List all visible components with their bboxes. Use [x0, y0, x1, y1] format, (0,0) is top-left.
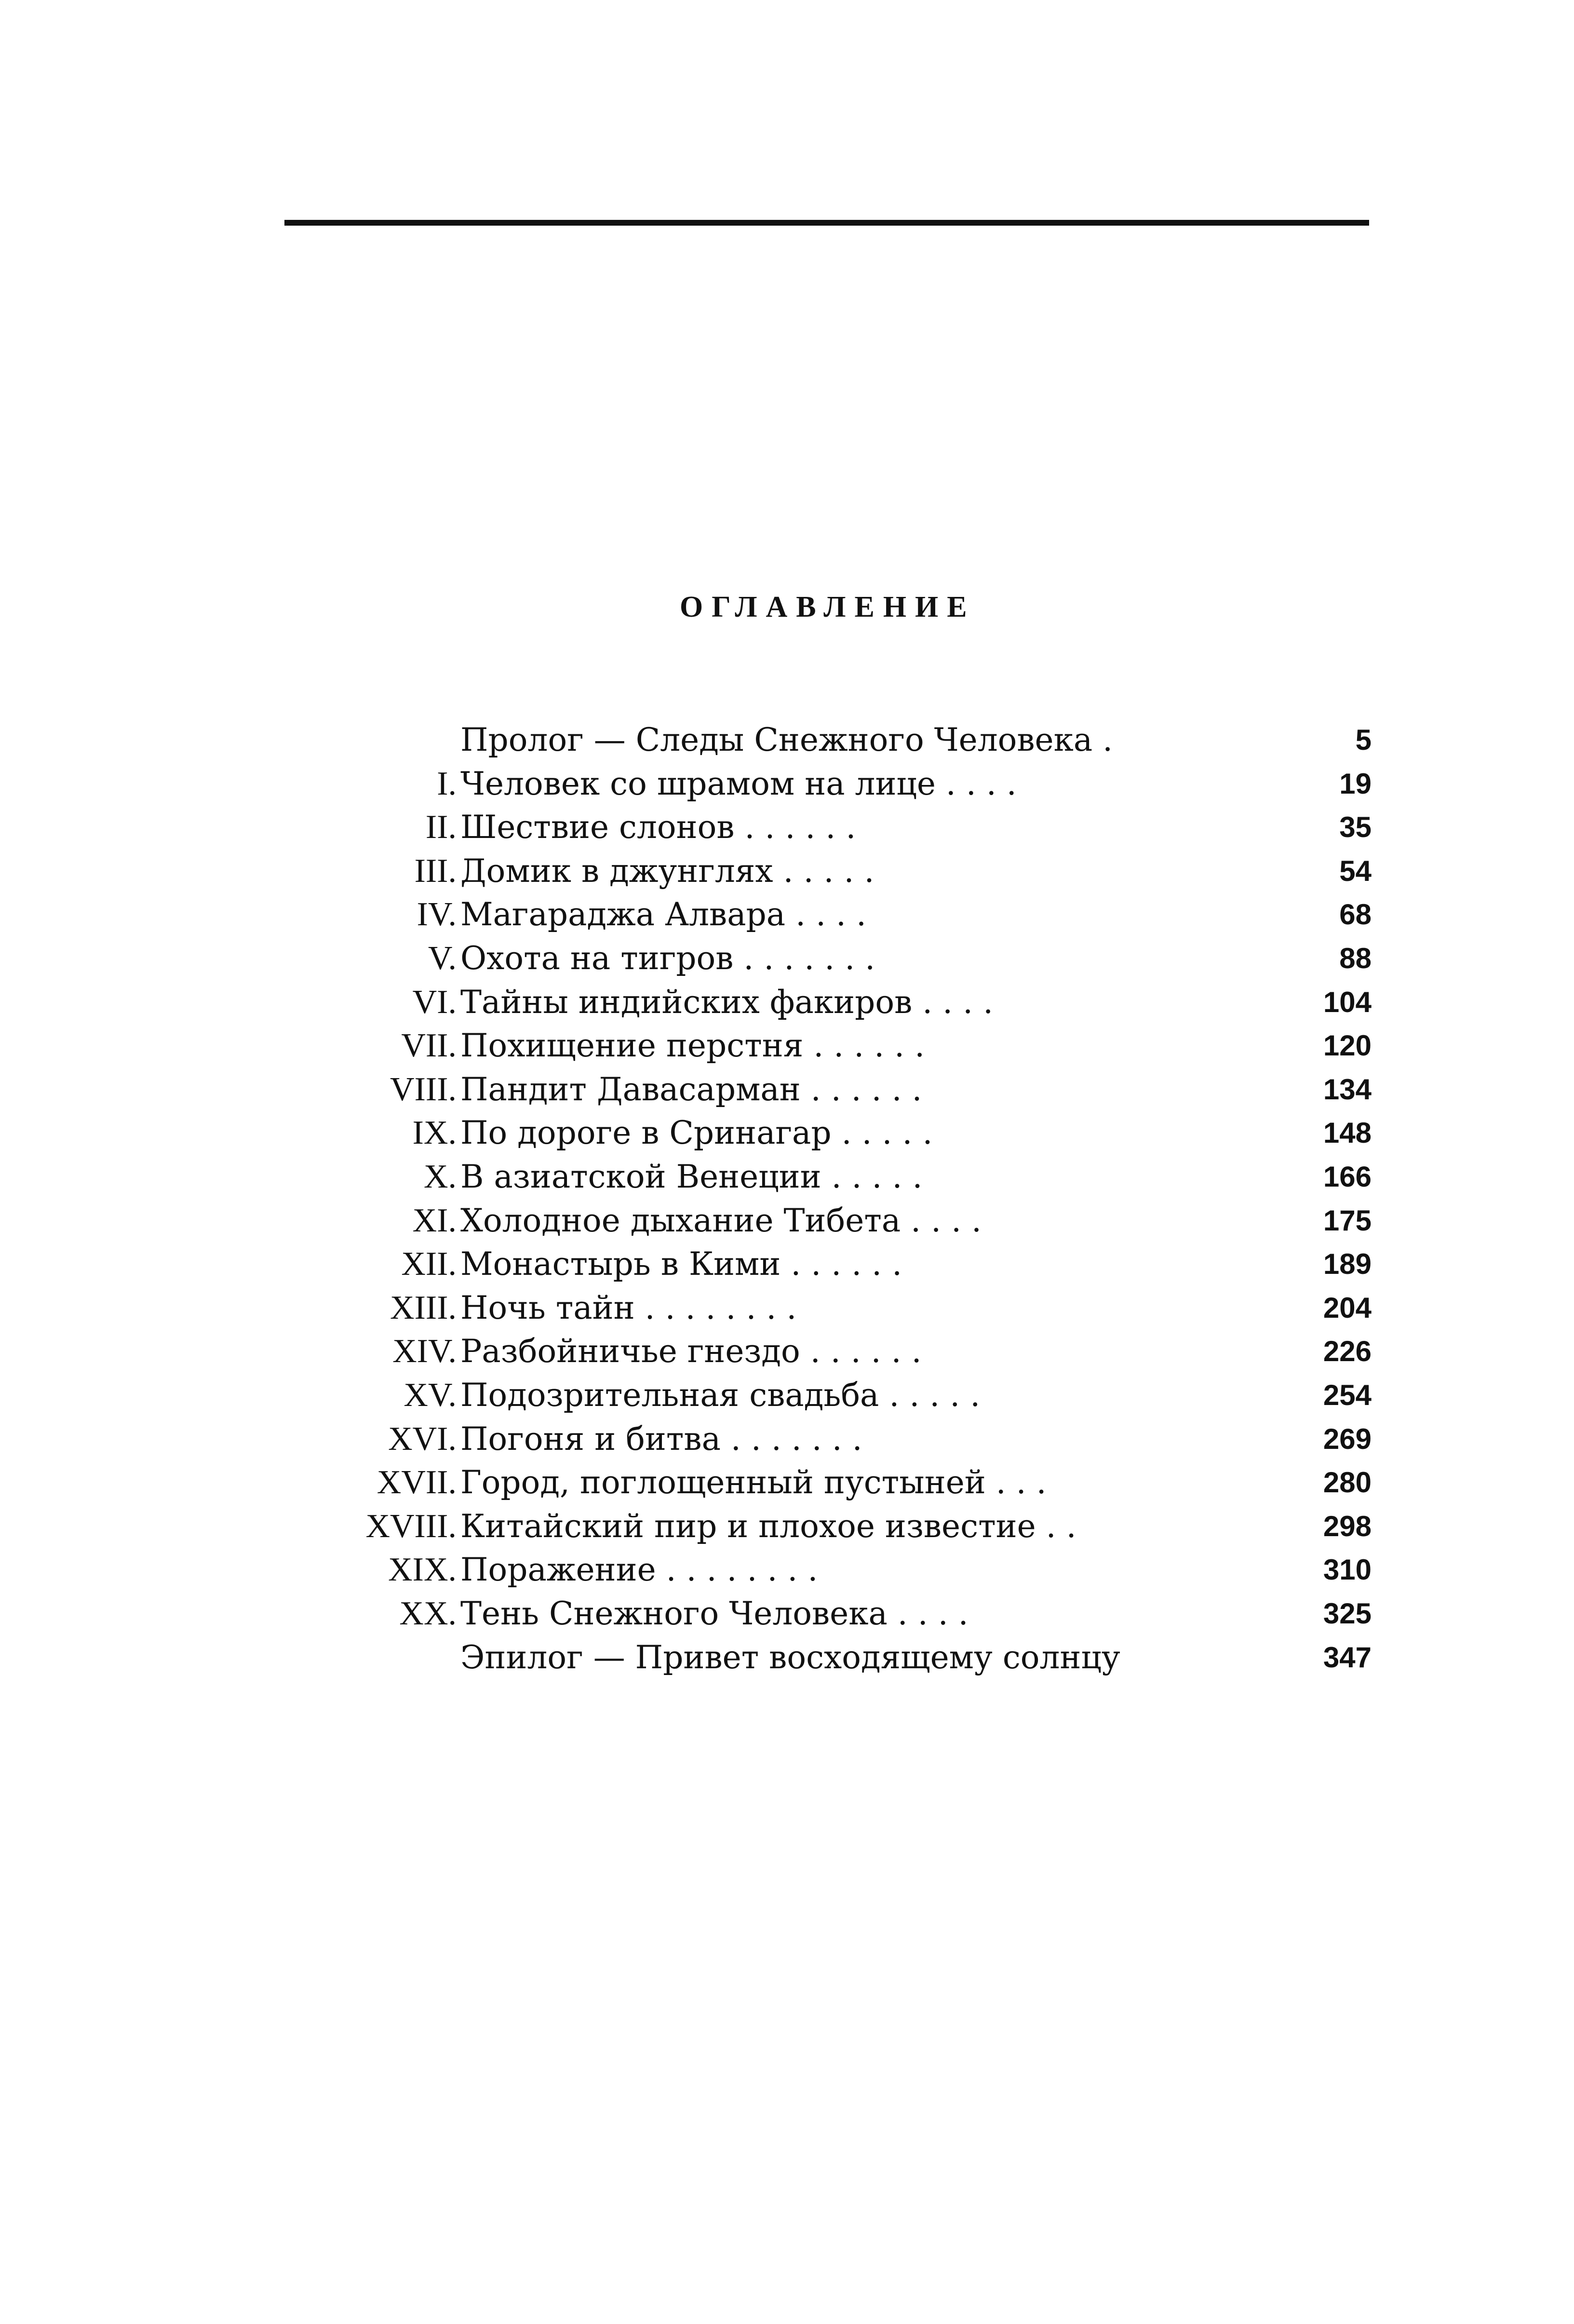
- toc-entry: [0, 893, 1574, 936]
- chapter-title: Человек со шрамом на лице . . . .: [460, 765, 1017, 802]
- chapter-number: XIV.: [392, 1333, 457, 1370]
- page-number: 19: [1339, 768, 1372, 800]
- chapter-number: X.: [423, 1158, 457, 1195]
- toc-entry: [0, 1068, 1574, 1111]
- chapter-number: IX.: [412, 1114, 457, 1151]
- chapter-title: В азиатской Венеции . . . . .: [460, 1158, 923, 1195]
- chapter-number: XIII.: [390, 1289, 457, 1326]
- page-number: 226: [1323, 1335, 1372, 1367]
- toc-entry: [0, 1461, 1574, 1504]
- chapter-title: Город, поглощенный пустыней . . .: [460, 1464, 1047, 1501]
- chapter-title: Тень Снежного Человека . . . .: [460, 1595, 969, 1632]
- chapter-title: Похищение перстня . . . . . .: [460, 1027, 925, 1064]
- chapter-title: Погоня и битва . . . . . . .: [460, 1420, 862, 1458]
- chapter-number: XIX.: [388, 1551, 457, 1588]
- chapter-number: V.: [428, 940, 457, 977]
- toc-entry: [0, 1636, 1574, 1679]
- chapter-title: Шествие слонов . . . . . .: [460, 809, 856, 846]
- toc-entry: [0, 1155, 1574, 1199]
- chapter-number: IV.: [417, 896, 457, 933]
- page-number: 280: [1323, 1466, 1372, 1499]
- chapter-number: XV.: [404, 1377, 457, 1414]
- chapter-title: По дороге в Сринагар . . . . .: [460, 1114, 933, 1151]
- page-number: 310: [1323, 1554, 1372, 1586]
- toc-entry: [0, 1111, 1574, 1155]
- toc-entry: [0, 1374, 1574, 1417]
- toc-entry: [0, 937, 1574, 980]
- chapter-number: VI.: [412, 984, 457, 1021]
- page-number: 104: [1323, 986, 1372, 1018]
- page-number: 254: [1323, 1379, 1372, 1411]
- chapter-number: XI.: [412, 1202, 457, 1239]
- chapter-number: XVII.: [377, 1464, 457, 1501]
- toc-entry: [0, 1592, 1574, 1635]
- page-number: 204: [1323, 1292, 1372, 1324]
- chapter-title: Китайский пир и плохое известие . .: [460, 1508, 1076, 1545]
- toc-entry: [0, 1024, 1574, 1067]
- chapter-title: Магараджа Алвара . . . .: [460, 896, 866, 933]
- page-number: 54: [1339, 855, 1372, 887]
- toc-entry: [0, 718, 1574, 762]
- page-number: 175: [1323, 1204, 1372, 1237]
- chapter-number: XVIII.: [365, 1508, 457, 1545]
- toc-entry: [0, 1548, 1574, 1592]
- chapter-number: VII.: [401, 1027, 457, 1064]
- chapter-number: XVI.: [388, 1420, 457, 1458]
- chapter-title: Поражение . . . . . . . .: [460, 1551, 818, 1588]
- chapter-number: XII.: [401, 1245, 457, 1283]
- chapter-number: VIII.: [390, 1071, 457, 1108]
- toc-entry: [0, 1243, 1574, 1286]
- toc-entry: [0, 850, 1574, 893]
- page-number: 166: [1323, 1161, 1372, 1193]
- page-number: 5: [1355, 724, 1372, 756]
- chapter-number: II.: [425, 809, 457, 846]
- chapter-title: Домик в джунглях . . . . .: [460, 852, 874, 890]
- page-number: 189: [1323, 1248, 1372, 1280]
- toc-entry: [0, 762, 1574, 806]
- page-number: 68: [1339, 898, 1372, 931]
- chapter-title: Пролог — Следы Снежного Человека .: [460, 721, 1113, 758]
- page-number: 35: [1339, 811, 1372, 843]
- page-number: 134: [1323, 1073, 1372, 1106]
- page-number: 120: [1323, 1029, 1372, 1062]
- chapter-title: Разбойничье гнездо . . . . . .: [460, 1333, 922, 1370]
- chapter-number: XX.: [399, 1595, 457, 1632]
- page-number: 88: [1339, 942, 1372, 974]
- chapter-number: I.: [437, 765, 457, 802]
- page-number: 269: [1323, 1423, 1372, 1455]
- chapter-title: Монастырь в Кими . . . . . .: [460, 1245, 902, 1283]
- page-number: 298: [1323, 1510, 1372, 1542]
- chapter-number: III.: [414, 852, 457, 890]
- chapter-title: Охота на тигров . . . . . . .: [460, 940, 875, 977]
- toc-entry: [0, 1286, 1574, 1330]
- toc-entry: [0, 806, 1574, 849]
- chapter-title: Ночь тайн . . . . . . . .: [460, 1289, 797, 1326]
- toc-entry: [0, 1418, 1574, 1461]
- chapter-title: Холодное дыхание Тибета . . . .: [460, 1202, 982, 1239]
- chapter-title: Пандит Давасарман . . . . . .: [460, 1071, 922, 1108]
- page-number: 347: [1323, 1641, 1372, 1674]
- toc-entry: [0, 981, 1574, 1024]
- toc-entry: [0, 1330, 1574, 1373]
- toc-title: ОГЛАВЛЕНИЕ: [680, 591, 976, 623]
- page-number: 148: [1323, 1117, 1372, 1149]
- chapter-title: Подозрительная свадьба . . . . .: [460, 1377, 981, 1414]
- toc-entry: [0, 1199, 1574, 1243]
- page-number: 325: [1323, 1597, 1372, 1630]
- chapter-title: Тайны индийских факиров . . . .: [460, 984, 994, 1021]
- toc-entry: [0, 1505, 1574, 1548]
- chapter-title: Эпилог — Привет восходящему солнцу: [460, 1639, 1120, 1676]
